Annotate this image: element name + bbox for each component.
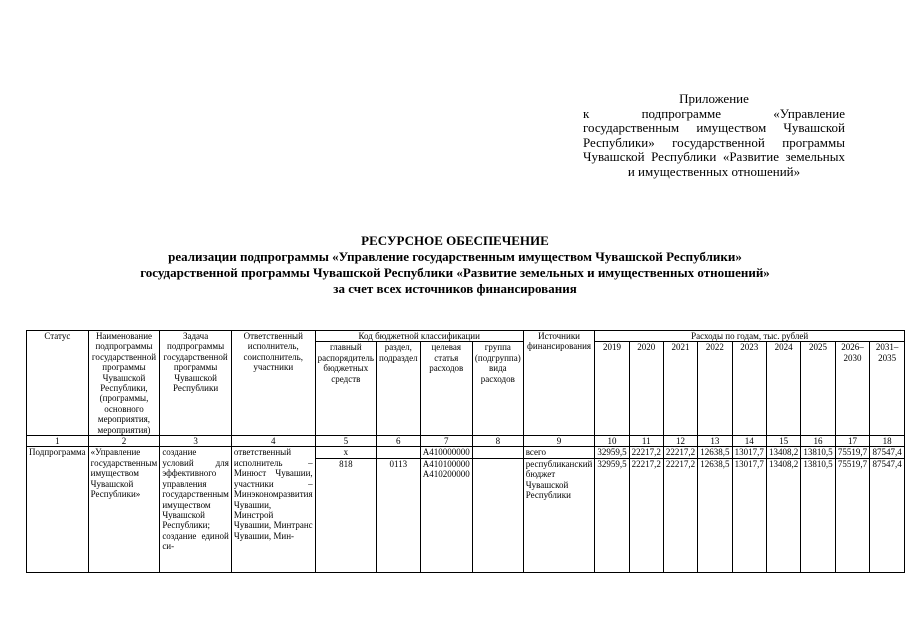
header-year: 2022 bbox=[698, 342, 732, 436]
row-expense-group bbox=[472, 458, 523, 572]
row-value: 13408,2 bbox=[766, 447, 800, 458]
row-value: 13810,5 bbox=[801, 458, 835, 572]
column-number: 6 bbox=[377, 436, 421, 447]
header-expense-group: группа (подгруппа) вида расходов bbox=[472, 342, 523, 436]
column-number: 18 bbox=[870, 436, 905, 447]
row-section bbox=[377, 447, 421, 458]
heading-line-3: государственной программы Чувашской Республики «Развитие земельных и имущественных отношений» bbox=[140, 265, 770, 280]
row-value: 32959,5 bbox=[595, 458, 629, 572]
row-name: «Управление государственным имуществом Чувашской Республики» bbox=[88, 447, 160, 572]
row-value: 22217,2 bbox=[629, 458, 663, 572]
column-number: 17 bbox=[835, 436, 870, 447]
row-value: 22217,2 bbox=[663, 458, 697, 572]
column-number: 16 bbox=[801, 436, 835, 447]
column-number: 12 bbox=[663, 436, 697, 447]
header-target-item: целевая статья расходов bbox=[420, 342, 472, 436]
row-value: 32959,5 bbox=[595, 447, 629, 458]
column-number: 13 bbox=[698, 436, 732, 447]
column-number: 9 bbox=[523, 436, 595, 447]
column-number-row bbox=[27, 436, 905, 447]
header-executor: Ответственный исполнитель, соисполнитель, участники bbox=[231, 331, 315, 436]
row-expense-group bbox=[472, 447, 523, 458]
row-value: 13810,5 bbox=[801, 447, 835, 458]
table-row bbox=[27, 447, 905, 458]
row-source: республиканский бюджет Чувашской Республики bbox=[523, 458, 595, 572]
header-year: 2025 bbox=[801, 342, 835, 436]
header-year: 2026–2030 bbox=[835, 342, 870, 436]
header-year: 2021 bbox=[663, 342, 697, 436]
row-target-item: А410000000 bbox=[420, 447, 472, 458]
heading-line-4: за счет всех источников финансирования bbox=[333, 281, 577, 296]
header-year: 2031–2035 bbox=[870, 342, 905, 436]
row-value: 75519,7 bbox=[835, 447, 870, 458]
row-value: 13408,2 bbox=[766, 458, 800, 572]
resource-table bbox=[26, 330, 905, 573]
document-heading bbox=[60, 233, 850, 297]
row-main-manager: 818 bbox=[315, 458, 376, 572]
header-year: 2020 bbox=[629, 342, 663, 436]
header-year: 2023 bbox=[732, 342, 766, 436]
header-budget-code: Код бюджетной классификации bbox=[315, 331, 523, 342]
header-name: Наименование подпрограммы государственной программы Чувашской Республики, (программы, основного мероприятия, мероприятия) bbox=[88, 331, 160, 436]
row-target-item: А410100000 А410200000 bbox=[420, 458, 472, 572]
appendix-body: к подпрограмме «Управление государственным имуществом Чувашской Республики» государственной программы Чувашской Республики «Развитие земельных и имущественных отношений» bbox=[583, 105, 845, 179]
column-number: 4 bbox=[231, 436, 315, 447]
row-value: 22217,2 bbox=[629, 447, 663, 458]
row-value: 12638,5 bbox=[698, 447, 732, 458]
column-number: 15 bbox=[766, 436, 800, 447]
header-task: Задача подпрограммы государственной программы Чувашской Республики bbox=[160, 331, 232, 436]
column-number: 11 bbox=[629, 436, 663, 447]
row-value: 87547,4 bbox=[870, 447, 905, 458]
column-number: 5 bbox=[315, 436, 376, 447]
row-status: Подпрограмма bbox=[27, 447, 89, 572]
header-status: Статус bbox=[27, 331, 89, 436]
row-task: создание условий для эффективного управления государственным имуществом Чувашской Республики; создание единой си- bbox=[160, 447, 232, 572]
row-value: 87547,4 bbox=[870, 458, 905, 572]
row-value: 13017,7 bbox=[732, 447, 766, 458]
appendix-title: Приложение bbox=[679, 91, 749, 106]
column-number: 1 bbox=[27, 436, 89, 447]
header-sources: Источники финансирования bbox=[523, 331, 595, 436]
heading-line-1: РЕСУРСНОЕ ОБЕСПЕЧЕНИЕ bbox=[361, 233, 549, 248]
row-main-manager: x bbox=[315, 447, 376, 458]
header-main-manager: главный распорядитель бюджетных средств bbox=[315, 342, 376, 436]
column-number: 2 bbox=[88, 436, 160, 447]
header-year: 2019 bbox=[595, 342, 629, 436]
column-number: 10 bbox=[595, 436, 629, 447]
row-source: всего bbox=[523, 447, 595, 458]
table-header-row bbox=[27, 331, 905, 342]
row-value: 12638,5 bbox=[698, 458, 732, 572]
column-number: 8 bbox=[472, 436, 523, 447]
column-number: 14 bbox=[732, 436, 766, 447]
row-value: 22217,2 bbox=[663, 447, 697, 458]
row-executor: ответственный исполнитель – Минюст Чувашии, участники – Минэкономразвития Чувашии, Минстрой Чувашии, Минтранс Чувашии, Мин- bbox=[231, 447, 315, 572]
appendix-block bbox=[583, 92, 845, 180]
heading-line-2: реализации подпрограммы «Управление государственным имуществом Чувашской Республики» bbox=[168, 249, 742, 264]
header-year: 2024 bbox=[766, 342, 800, 436]
column-number: 7 bbox=[420, 436, 472, 447]
row-value: 75519,7 bbox=[835, 458, 870, 572]
header-expenses: Расходы по годам, тыс. рублей bbox=[595, 331, 905, 342]
row-section: 0113 bbox=[377, 458, 421, 572]
row-value: 13017,7 bbox=[732, 458, 766, 572]
header-section: раздел, подраздел bbox=[377, 342, 421, 436]
column-number: 3 bbox=[160, 436, 232, 447]
